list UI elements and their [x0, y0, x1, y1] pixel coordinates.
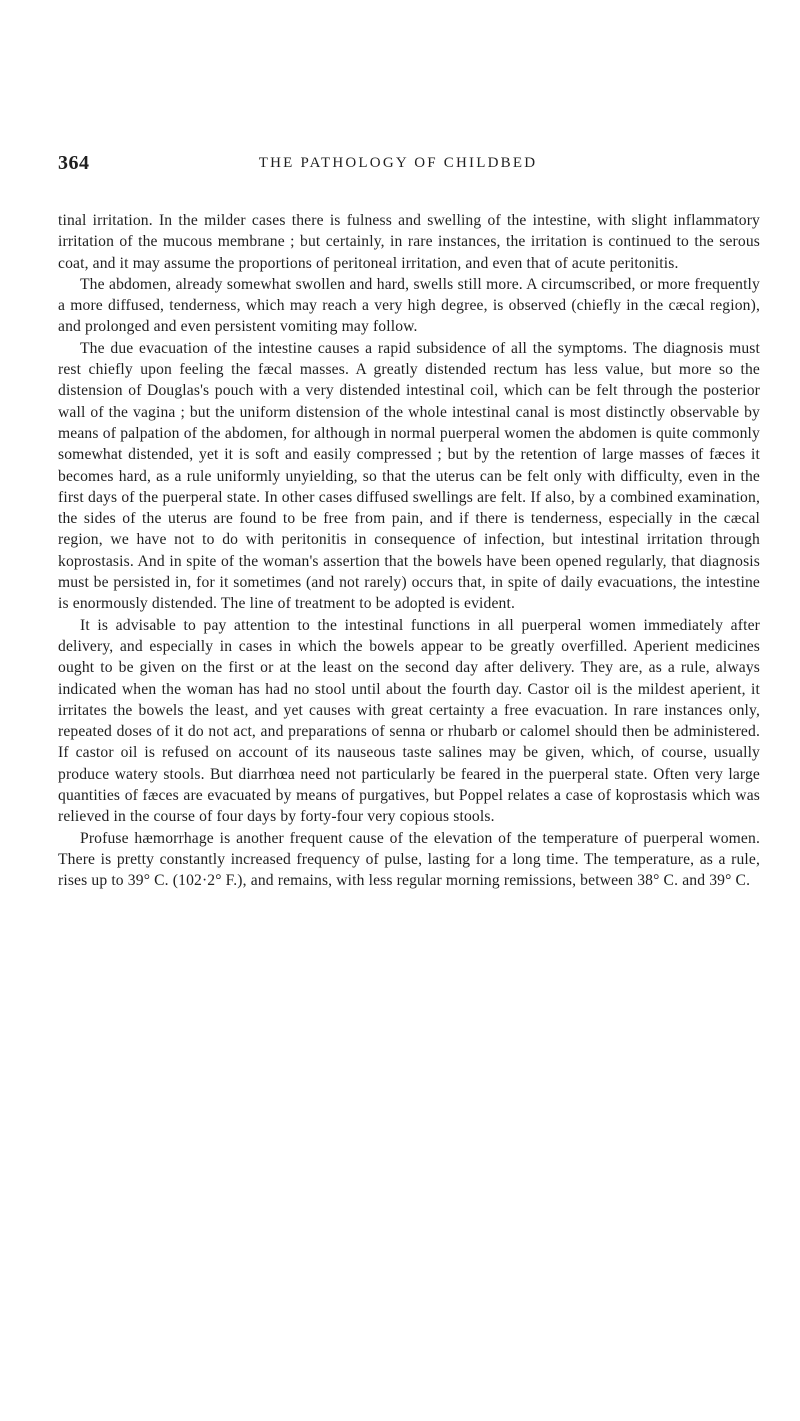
paragraph-abdomen: The abdomen, already somewhat swollen and hard, swells still more. A circumscribed, or more frequently a more diffused, tenderness, which may reach a very high degree, is observed (chiefly in the cæcal region), and prolonged and even persistent vomiting may follow. [58, 275, 760, 336]
page-number: 364 [58, 152, 90, 174]
paragraph-continued: tinal irritation. In the milder cases there is fulness and swelling of the intestine, with slight inflammatory irritation of the mucous membrane ; but certainly, in rare instances, the irritation is continued to the serous coat, and it may assume the proportions of peritoneal irritation, and even that of acute peritonitis. [58, 212, 760, 272]
paragraph-treatment: It is advisable to pay attention to the intestinal functions in all puerperal women immediately after delivery, and especially in cases in which the bowels appear to be greatly overfilled. Aperient medicines ought to be given on the first or at the least on the second day after delivery. They are, as a rule, always indicated when the woman has had no stool until about the fourth day. Castor oil is the mildest aperient, it irritates the bowels the least, and yet causes with great certainty a free evacuation. In rare instances only, repeated doses of it do not act, and preparations of senna or rhubarb or calomel should then be administered. If castor oil is refused on account of its nauseous taste salines may be given, which, of course, usually produce watery stools. But diarrhœa need not particularly be feared in the puerperal state. Often very large quantities of fæces are evacuated by means of purgatives, but Poppel relates a case of koprostasis which was relieved in the course of four days by forty-four very copious stools. [58, 616, 760, 826]
page-header [58, 152, 758, 178]
body-text [58, 210, 760, 892]
running-title: THE PATHOLOGY OF CHILDBED [258, 155, 538, 171]
paragraph-diagnosis: The due evacuation of the intestine causes a rapid subsidence of all the symptoms. The diagnosis must rest chiefly upon feeling the fæcal masses. A greatly distended rectum has less value, but more so the distension of Douglas's pouch with a very distended intestinal coil, which can be felt through the posterior wall of the vagina ; but the uniform distension of the whole intestinal canal is most distinctly observable by means of palpation of the abdomen, for although in normal puerperal women the abdomen is quite commonly somewhat distended, yet it is soft and easily compressed ; but by the retention of large masses of fæces it becomes hard, as a rule uniformly unyielding, so that the uterus can be felt only with difficulty, even in the first days of the puerperal state. In other cases diffused swellings are felt. If also, by a combined examination, the sides of the uterus are found to be free from pain, and if there is tenderness, especially in the cæcal region, we have not to do with peritonitis in consequence of infection, but intestinal irritation through koprostasis. And in spite of the woman's assertion that the bowels have been opened regularly, that diagnosis must be persisted in, for it sometimes (and not rarely) occurs that, in spite of daily evacuations, the intestine is enormously distended. The line of treatment to be adopted is evident. [58, 339, 760, 613]
paragraph-haemorrhage: Profuse hæmorrhage is another frequent cause of the elevation of the temperature of puerperal women. There is pretty constantly increased frequency of pulse, lasting for a long time. The temperature, as a rule, rises up to 39° C. (102·2° F.), and remains, with less regular morning remissions, between 38° C. and 39° C. [58, 829, 760, 890]
